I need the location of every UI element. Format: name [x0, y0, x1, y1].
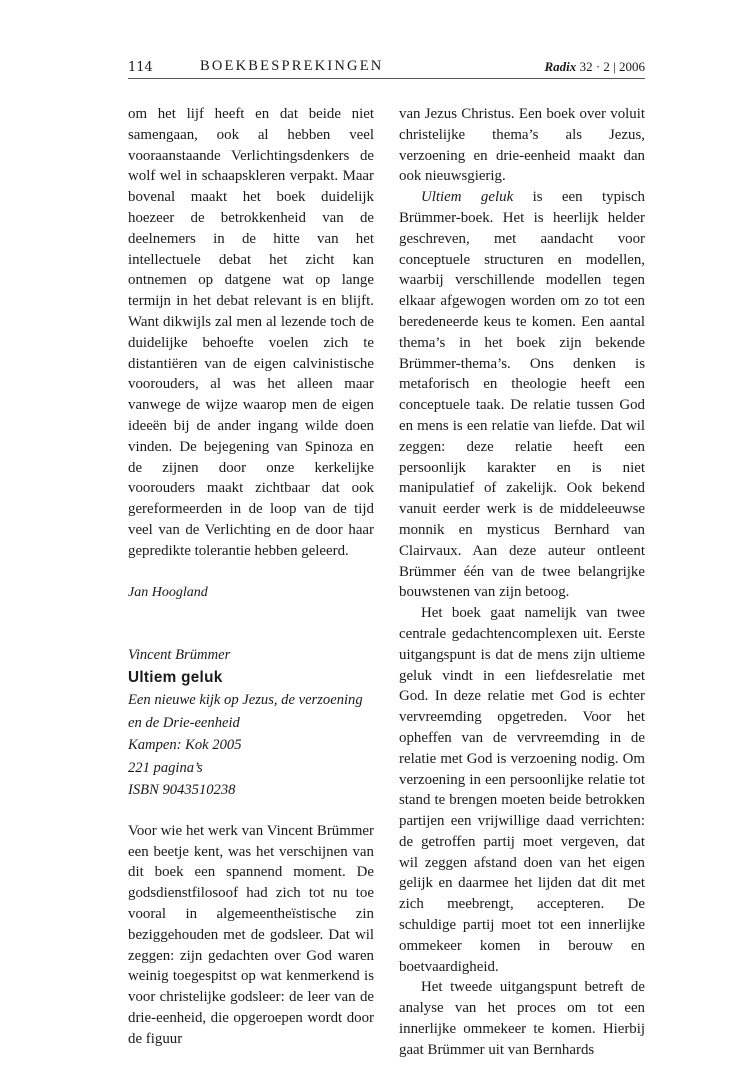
right-paragraph-2: [399, 187, 645, 603]
book-publisher: Kampen: Kok 2005: [128, 737, 242, 754]
book-subtitle-line2: en de Drie-eenheid: [128, 714, 240, 731]
journal-issue: 32 · 2 | 2006: [579, 59, 645, 74]
book-subtitle-line1: Een nieuwe kijk op Jezus, de verzoening: [128, 692, 363, 709]
book-isbn: ISBN 9043510238: [128, 782, 236, 799]
book-details: [128, 644, 374, 802]
review-paragraph: Voor wie het werk van Vincent Brümmer een beetje kent, was het verschijnen van dit boek een spannend moment. De godsdienstfilosoof had zich tot nu toe vooral in algemeentheïstische zin beziggehouden met de godsleer. Dat wil zeggen: zijn gedachten over God waren weinig toegespitst op wat kenmerkend is voor christelijke godsleer: de leer van de drie-eenheid, die opgeroepen wordt door de figuur: [128, 822, 374, 1047]
right-paragraph-4: Het tweede uitgangspunt betreft de analyse van het proces om tot een innerlijke ommekeer te komen. Hierbij gaat Brümmer uit van Bernhards: [399, 979, 645, 1058]
book-author: Vincent Brümmer: [128, 647, 231, 664]
right-paragraph-2-text: is een typisch Brümmer-boek. Het is heerlijk helder geschreven, met aandacht voor conceptuele structuren en modellen, waarbij verschillende modellen tegen elkaar afgewogen worden om zo tot een beredeneerde keus te komen. Een aantal thema’s in het boek zijn bekende Brümmer-thema’s. Ons denken is metaforisch en theologie heeft een conceptuele taak. De relatie tussen God en mens is een relatie van liefde. Dat wil zeggen: deze relatie heeft een persoonlijk karakter en is niet manipulatief of zakelijk. Ook bekend vanuit eerder werk is de middeleeuwse monnik en mysticus Bernhard van Clairvaux. Aan deze auteur ontleent Brümmer één van de twee belangrijke bouwstenen van zijn betoog.: [399, 189, 646, 601]
right-paragraph-1: van Jezus Christus. Een boek over voluit christelijke thema’s als Jezus, verzoening en drie-eenheid maakt dan ook nieuwsgierig.: [399, 106, 645, 185]
book-pages: 221 pagina’s: [128, 759, 203, 776]
section-title: BOEKBESPREKINGEN: [200, 58, 384, 74]
book-title: Ultiem geluk: [128, 668, 223, 686]
running-header: [128, 58, 645, 80]
left-column: [128, 104, 374, 1050]
header-rule: [128, 78, 645, 79]
continued-paragraph: om het lijf heeft en dat beide niet samengaan, ook al hebben veel vooraanstaande Verlichtingsdenkers de wolf wel in schaapskleren verpakt. Maar bovenal maakt het boek duidelijk hoezeer de betrokkenheid van de deelnemers in de hitte van het intellectuele debat het zicht kan ontnemen op datgene wat op lange termijn in het debat relevant is en blijft. Want dikwijls zal men al lezende toch de duidelijke behoefte voelen zich te distantiëren van de eigen calvinistische voorouders, al was het alleen maar vanwege de wijze waarop men de eigen ideeën bij de ander ingang wilde doen vinden. De bejegening van Spinoza en de zijnen door onze kerkelijke voorouders maakt zichtbaar dat ook gereformeerden in de loop van de tijd veel van de Verlichting en de door haar gepredikte tolerantie hebben geleerd.: [128, 106, 374, 559]
reviewer-signature: Jan Hoogland: [128, 584, 208, 600]
right-paragraph-3: Het boek gaat namelijk van twee centrale gedachtencomplexen uit. Eerste uitgangspunt is dat de mens zijn ultieme geluk vindt in een liefdesrelatie met God. In deze relatie met God is echter vervreemding opgetreden. Voor het opheffen van de vervreemding in de relatie met God is verzoening nodig. Om verzoening in een persoonlijke relatie tot stand te brengen moeten beide betrokken partijen een vrijwillige daad verrichten: de getroffen partij moet vergeven, dat wil zeggen afstand doen van het eigen gelijk en daarmee het lijden dat dit met zich meebrengt, accepteren. De schuldige partij moet tot een innerlijke ommekeer komen in berouw en boetvaardigheid.: [399, 605, 645, 975]
right-column: [399, 104, 645, 1061]
inline-book-title: Ultiem geluk: [421, 189, 514, 206]
page-number: 114: [128, 60, 153, 75]
journal-reference: [545, 59, 645, 75]
journal-name: Radix: [544, 59, 577, 74]
